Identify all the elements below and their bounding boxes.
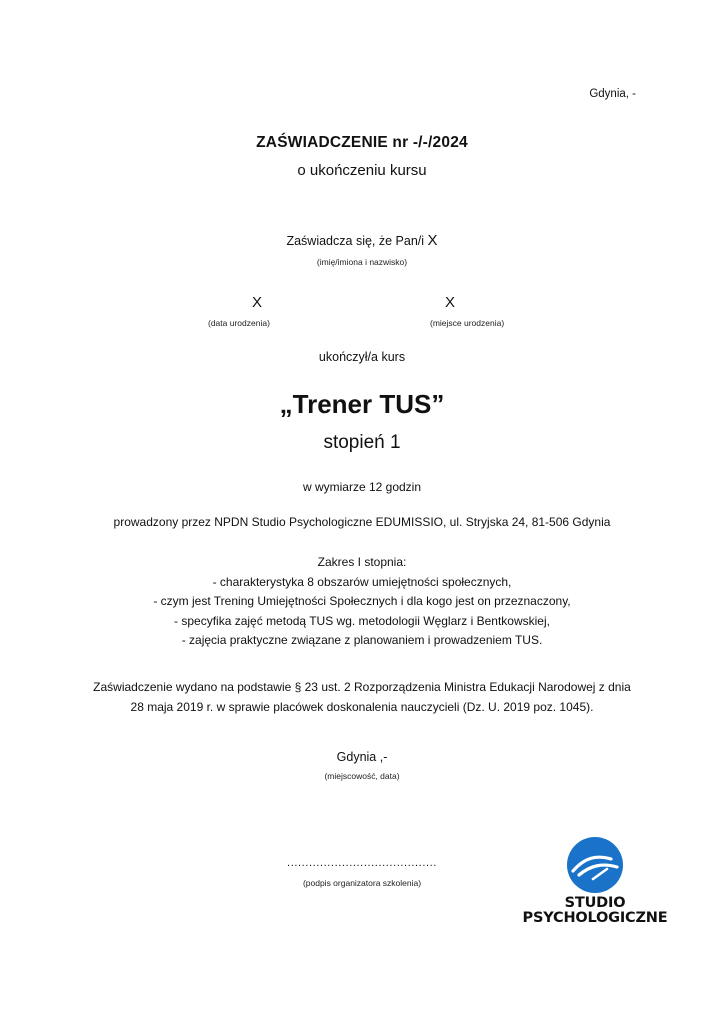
course-level: stopień 1 bbox=[323, 432, 401, 453]
scope-section bbox=[0, 553, 724, 651]
legal-line: Zaświadczenie wydano na podstawie § 23 ust. 2 Rozporządzenia Ministra Edukacji Narodowej z dnia bbox=[93, 680, 631, 694]
birth-date-value: X bbox=[252, 294, 263, 311]
certificate-subtitle: o ukończeniu kursu bbox=[297, 162, 427, 179]
footer-place-date: Gdynia ,- bbox=[336, 750, 388, 764]
scope-item: - specyfika zajęć metodą TUS wg. metodologii Węglarz i Bentkowskiej, bbox=[174, 613, 550, 628]
scope-item: - charakterystyka 8 obszarów umiejętności społecznych, bbox=[212, 574, 512, 589]
place-date-caption: (miejscowość, data) bbox=[324, 771, 400, 781]
certify-line bbox=[0, 232, 724, 249]
logo-line-2: PSYCHOLOGICZNE bbox=[522, 910, 668, 926]
logo-line-1: STUDIO bbox=[564, 895, 626, 911]
logo-wordmark bbox=[515, 896, 675, 926]
signature-caption: (podpis organizatora szkolenia) bbox=[302, 878, 422, 888]
handshake-circle-icon bbox=[567, 837, 623, 893]
course-hours: w wymiarze 12 godzin bbox=[302, 480, 422, 494]
legal-line: 28 maja 2019 r. w sprawie placówek doskonalenia nauczycieli (Dz. U. 2019 poz. 1045). bbox=[130, 699, 594, 714]
course-name: „Trener TUS” bbox=[279, 389, 445, 419]
scope-item: - czym jest Trening Umiejętności Społecznych i dla kogo jest on przeznaczony, bbox=[153, 594, 571, 608]
name-value: X bbox=[427, 232, 438, 249]
course-organizer: prowadzony przez NPDN Studio Psychologiczne EDUMISSIO, ul. Stryjska 24, 81-506 Gdynia bbox=[113, 515, 611, 529]
birth-place-caption: (miejsce urodzenia) bbox=[430, 318, 505, 328]
certificate-title: ZAŚWIADCZENIE nr -/-/2024 bbox=[256, 134, 468, 151]
completed-text: ukończył/a kurs bbox=[318, 350, 406, 364]
scope-heading: Zakres I stopnia: bbox=[317, 555, 407, 569]
signature-line: ......................................... bbox=[287, 857, 437, 869]
scope-item: - zajęcia praktyczne związane z planowaniem i prowadzeniem TUS. bbox=[181, 633, 543, 647]
certify-text: Zaświadcza się, że Pan/i bbox=[286, 234, 425, 248]
birth-date-caption: (data urodzenia) bbox=[208, 318, 270, 328]
header-place-date: Gdynia, - bbox=[589, 88, 636, 100]
birth-place-value: X bbox=[445, 294, 456, 311]
legal-basis bbox=[60, 678, 664, 717]
name-caption: (imię/imiona i nazwisko) bbox=[316, 257, 408, 267]
